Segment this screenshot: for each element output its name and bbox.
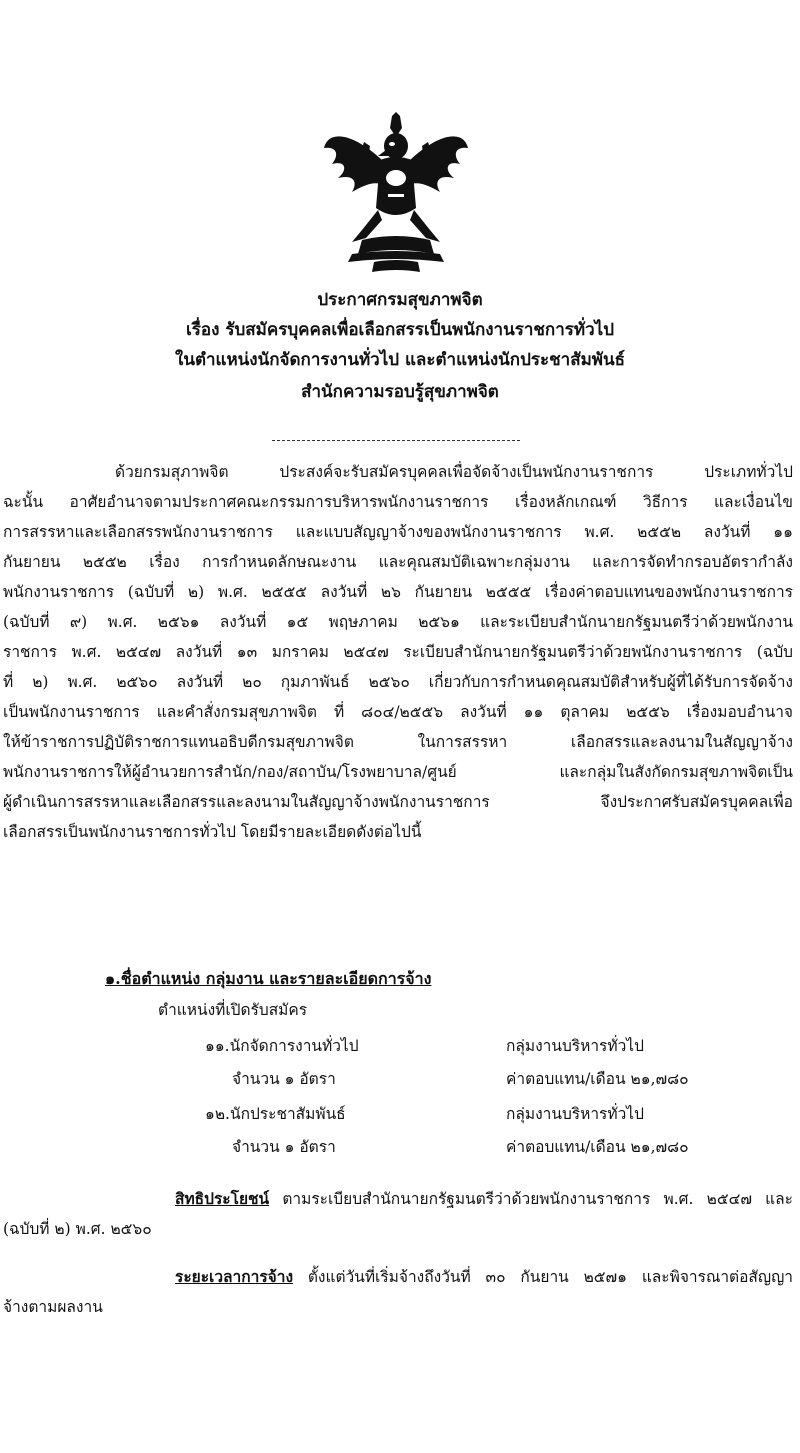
intro-line: กันยายน ๒๕๕๒ เรื่อง การกำหนดลักษณะงาน และคุณสมบัติเฉพาะกลุ่มงาน และการจัดทำกรอบอัตรากำลัง xyxy=(3,553,793,571)
benefits-text: ตามระเบียบสำนักนายกรัฐมนตรีว่าด้วยพนักงานราชการ พ.ศ. ๒๕๔๗ และ xyxy=(269,1190,793,1208)
intro-line: การสรรหาและเลือกสรรพนักงานราชการ และแบบสัญญาจ้างของพนักงานราชการ พ.ศ. ๒๕๕๒ ลงวันที่ ๑๑ xyxy=(3,523,793,541)
section-1-title: ๑.ชื่อตำแหน่ง กลุ่มงาน และรายละเอียดการจ้าง xyxy=(105,969,432,988)
intro-line: ให้ข้าราชการปฏิบัติราชการแทนอธิบดีกรมสุขภาพจิต ในการสรรหา เลือกสรรและลงนามในสัญญาจ้าง xyxy=(3,733,793,751)
announcement-positions: ในตำแหน่งนักจัดการงานทั่วไป และตำแหน่งนักประชาสัมพันธ์ xyxy=(175,350,625,370)
intro-line: เป็นพนักงานราชการ และคำสั่งกรมสุขภาพจิต ที่ ๘๐๔/๒๕๕๖ ลงวันที่ ๑๑ ตุลาคม ๒๕๕๖ เรื่องมอบอำนาจ xyxy=(3,703,793,721)
benefits-paragraph xyxy=(3,1184,793,1244)
position-2-pay: ค่าตอบแทน/เดือน ๒๑,๗๘๐ xyxy=(506,1138,689,1156)
intro-line: ด้วยกรมสุภาพจิต ประสงค์จะรับสมัครบุคคลเพื่อจัดจ้างเป็นพนักงานราชการ ประเภททั่วไป xyxy=(115,463,793,481)
intro-line: พนักงานราชการให้ผู้อำนวยการสำนัก/กอง/สถาบัน/โรงพยาบาล/ศูนย์ และกลุ่มในสังกัดกรมสุขภาพจิตเป็น xyxy=(3,763,793,781)
section-1-subtitle: ตำแหน่งที่เปิดรับสมัคร xyxy=(158,1001,308,1019)
intro-line: พนักงานราชการ (ฉบับที่ ๒) พ.ศ. ๒๕๕๕ ลงวันที่ ๒๖ กันยายน ๒๕๕๕ เรื่องค่าตอบแทนของพนักงานราชการ xyxy=(3,583,793,601)
intro-line: เลือกสรรเป็นพนักงานราชการทั่วไป โดยมีรายละเอียดดังต่อไปนี้ xyxy=(3,823,422,841)
intro-line: ฉะนั้น อาศัยอำนาจตามประกาศคณะกรรมการบริหารพนักงานราชการ เรื่องหลักเกณฑ์ วิธีการ และเงื่อนไข xyxy=(3,493,793,511)
duration-text: ตั้งแต่วันที่เริ่มจ้างถึงวันที่ ๓๐ กันยาน ๒๕๗๑ และพิจารณาต่อสัญญา xyxy=(293,1268,793,1286)
benefits-line xyxy=(3,1184,793,1214)
announcement-title: ประกาศกรมสุขภาพจิต xyxy=(317,290,483,310)
benefits-line: (ฉบับที่ ๒) พ.ศ. ๒๕๖๐ xyxy=(3,1220,152,1238)
position-1-count: จำนวน ๑ อัตรา xyxy=(232,1070,336,1088)
intro-line: ผู้ดำเนินการสรรหาและเลือกสรรและลงนามในสัญญาจ้างพนักงานราชการ จึงประกาศรับสมัครบุคคลเพื่อ xyxy=(3,793,793,811)
announcement-office: สำนักความรอบรู้สุขภาพจิต xyxy=(301,382,499,402)
position-1-group: กลุ่มงานบริหารทั่วไป xyxy=(506,1037,644,1055)
intro-line: ราชการ พ.ศ. ๒๕๔๗ ลงวันที่ ๑๓ มกราคม ๒๕๔๗ ระเบียบสำนักนายกรัฐมนตรีว่าด้วยพนักงานราชการ (ฉบับ xyxy=(3,643,793,661)
intro-paragraph xyxy=(3,457,793,847)
intro-line: (ฉบับที่ ๙) พ.ศ. ๒๕๖๑ ลงวันที่ ๑๕ พฤษภาคม ๒๕๖๑ และระเบียบสำนักนายกรัฐมนตรีว่าด้วยพนักงาน xyxy=(3,613,793,631)
position-2-group: กลุ่มงานบริหารทั่วไป xyxy=(506,1105,644,1123)
duration-line xyxy=(3,1262,793,1292)
announcement-subject: เรื่อง รับสมัครบุคคลเพื่อเลือกสรรเป็นพนักงานราชการทั่วไป xyxy=(185,320,614,340)
position-1-pay: ค่าตอบแทน/เดือน ๒๑,๗๘๐ xyxy=(506,1070,689,1088)
duration-paragraph xyxy=(3,1262,793,1322)
duration-line: จ้างตามผลงาน xyxy=(3,1298,103,1316)
position-1-name: ๑๑.นักจัดการงานทั่วไป xyxy=(205,1037,359,1055)
position-2-name: ๑๒.นักประชาสัมพันธ์ xyxy=(205,1105,346,1123)
garuda-emblem xyxy=(322,112,470,274)
position-2-count: จำนวน ๑ อัตรา xyxy=(232,1138,336,1156)
benefits-label: สิทธิประโยชน์ xyxy=(175,1189,270,1208)
duration-label: ระยะเวลาการจ้าง xyxy=(175,1267,294,1286)
intro-line: ที่ ๒) พ.ศ. ๒๕๖๐ ลงวันที่ ๒๐ กุมภาพันธ์ ๒๕๖๐ เกี่ยวกับการกำหนดคุณสมบัติสำหรับผู้ที่ได้รับการจัดจ้าง xyxy=(3,673,793,691)
divider-line xyxy=(272,440,520,441)
